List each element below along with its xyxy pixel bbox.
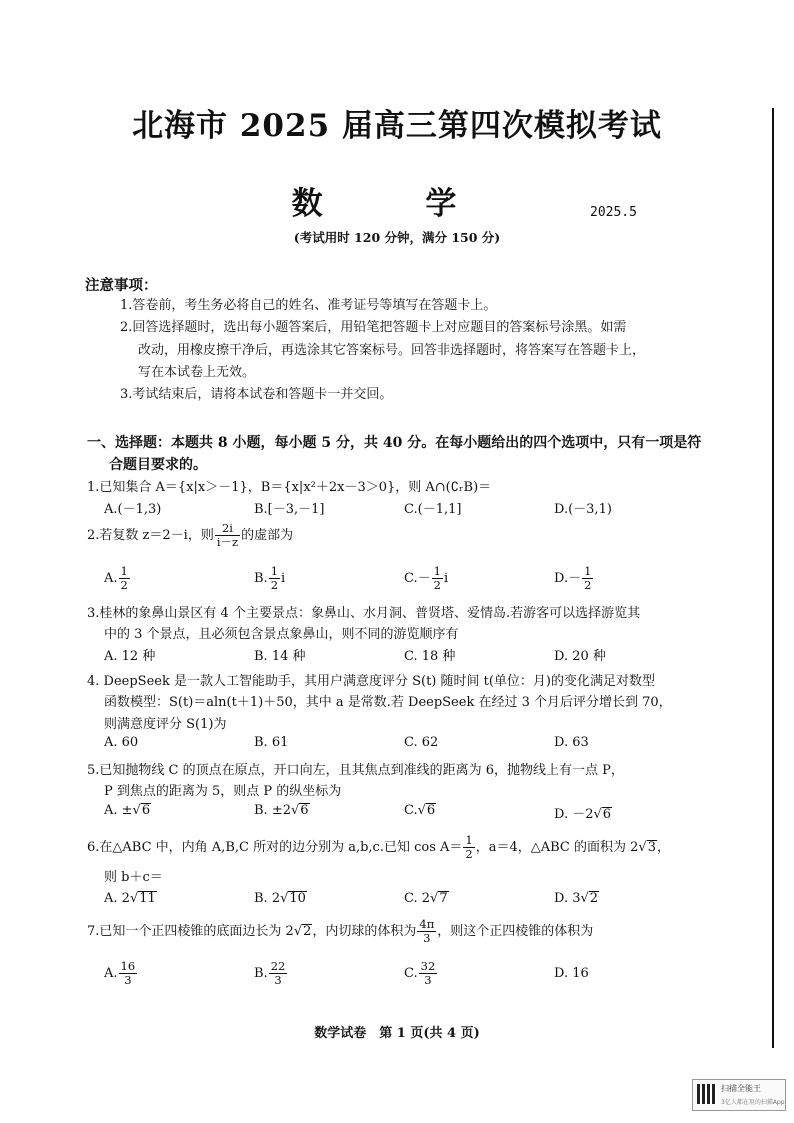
q4-option-b: B. 61 xyxy=(254,735,289,750)
q5-option-b: B. ±2√6 xyxy=(254,803,309,818)
q1-option-a: A.(－1,3) xyxy=(104,502,162,517)
exam-date: 2025.5 xyxy=(590,205,637,220)
q3-option-b: B. 14 种 xyxy=(254,649,306,664)
question-5-line: 5.已知抛物线 C 的顶点在原点，开口向左，且其焦点到准线的距离为 6，抛物线上有一点 P， xyxy=(87,763,624,778)
q4-option-c: C. 62 xyxy=(404,735,439,750)
watermark-subtext: 3亿人都在用的扫描App xyxy=(721,1099,785,1106)
notes-heading: 注意事项： xyxy=(85,277,158,294)
section-line: 合题目要求的。 xyxy=(109,457,207,473)
q1-option-b: B.[－3,－1] xyxy=(254,502,325,517)
question-4-line: 4. DeepSeek 是一款人工智能助手，其用户满意度评分 S(t) 随时间 t(单位：月)的变化满足对数型 xyxy=(87,674,656,689)
question-2: 2.若复数 z＝2－i，则 $\frac{2i}{i-z}$ 的虚部为 xyxy=(87,521,294,549)
note-item: 2.回答选择题时，选出每小题答案后，用铅笔把答题卡上对应题目的答案标号涂黑。如需 xyxy=(120,320,627,335)
note-item: 1.答卷前，考生务必将自己的姓名、准考证号等填写在答题卡上。 xyxy=(120,298,497,313)
q7-option-b: B. $\frac{22}{3}$ xyxy=(254,959,286,987)
watermark-text: 扫描全能王 xyxy=(721,1084,761,1093)
exam-title: 北海市 2025 届高三第四次模拟考试 xyxy=(132,108,662,144)
subject-title: 数 学 xyxy=(291,186,503,222)
q7-option-a: A. $\frac{16}{3}$ xyxy=(104,959,136,987)
section-line: 一、选择题：本题共 8 小题，每小题 5 分，共 40 分。在每小题给出的四个选项中，只有一项是符 xyxy=(87,435,702,451)
exam-duration: (考试用时 120 分钟，满分 150 分) xyxy=(293,230,501,245)
q6-option-c: C. 2√7 xyxy=(404,891,448,906)
q4-option-d: D. 63 xyxy=(554,735,589,750)
page-edge-rule xyxy=(772,108,774,1048)
question-6-line: 则 b＋c＝ xyxy=(104,870,163,885)
q4-option-a: A. 60 xyxy=(104,735,139,750)
q3-option-d: D. 20 种 xyxy=(554,649,606,664)
q5-option-c: C.√6 xyxy=(404,803,436,818)
q2-option-a: A. $\frac{1}{2}$ xyxy=(104,564,128,592)
q5-option-d: D. －2√6 xyxy=(554,807,612,822)
question-7: 7.已知一个正四棱锥的底面边长为 2√2，内切球的体积为 $\frac{4\pi}{3}$ ，则这个正四棱锥的体积为 xyxy=(87,917,594,945)
note-item: 3.考试结束后，请将本试卷和答题卡一并交回。 xyxy=(120,387,393,402)
q1-option-c: C.(－1,1] xyxy=(404,502,462,517)
q2-option-b: B. $\frac{1}{2}$ i xyxy=(254,564,286,592)
page-footer: 数学试卷 第 1 页(共 4 页) xyxy=(314,1026,480,1041)
q6-option-b: B. 2√10 xyxy=(254,891,306,906)
q5-option-a: A. ±√6 xyxy=(104,803,151,818)
question-3-line: 3.桂林的象鼻山景区有 4 个主要景点：象鼻山、水月洞、普贤塔、爱情岛.若游客可以选择游览其 xyxy=(87,606,641,621)
section-heading xyxy=(87,432,707,476)
question-3-line: 中的 3 个景点，且必须包含景点象鼻山，则不同的游览顺序有 xyxy=(104,627,459,642)
q6-option-a: A. 2√11 xyxy=(104,891,156,906)
question-6: 6.在△ABC 中，内角 A,B,C 所对的边分别为 a,b,c.已知 cos A＝ $\frac{1}{2}$ ，a＝4，△ABC 的面积为 2√3， xyxy=(87,833,671,861)
q3-option-a: A. 12 种 xyxy=(104,649,156,664)
q3-option-c: C. 18 种 xyxy=(404,649,456,664)
q7-option-c: C. $\frac{32}{3}$ xyxy=(404,959,436,987)
q2-option-d: D.－ $\frac{1}{2}$ xyxy=(554,564,592,592)
note-item: 改动，用橡皮擦干净后，再选涂其它答案标号。回答非选择题时，将答案写在答题卡上， xyxy=(138,343,646,358)
question-4-line: 函数模型：S(t)＝aln(t＋1)＋50，其中 a 是常数.若 DeepSeek 在经过 3 个月后评分增长到 70， xyxy=(104,695,672,710)
qr-code-icon xyxy=(697,1084,717,1104)
q1-option-d: D.(－3,1) xyxy=(554,502,612,517)
scanner-watermark xyxy=(692,1079,786,1111)
question-5-line: P 到焦点的距离为 5，则点 P 的纵坐标为 xyxy=(104,784,342,799)
question-1: 1.已知集合 A＝{x|x＞－1}，B＝{x|x²＋2x－3＞0}，则 A∩(∁ᵣB)＝ xyxy=(87,480,492,495)
q7-option-d: D. 16 xyxy=(554,966,589,981)
question-4-line: 则满意度评分 S(1)为 xyxy=(104,717,227,732)
q2-option-c: C.－ $\frac{1}{2}$ i xyxy=(404,564,449,592)
note-item: 写在本试卷上无效。 xyxy=(138,365,256,380)
q6-option-d: D. 3√2 xyxy=(554,891,599,906)
